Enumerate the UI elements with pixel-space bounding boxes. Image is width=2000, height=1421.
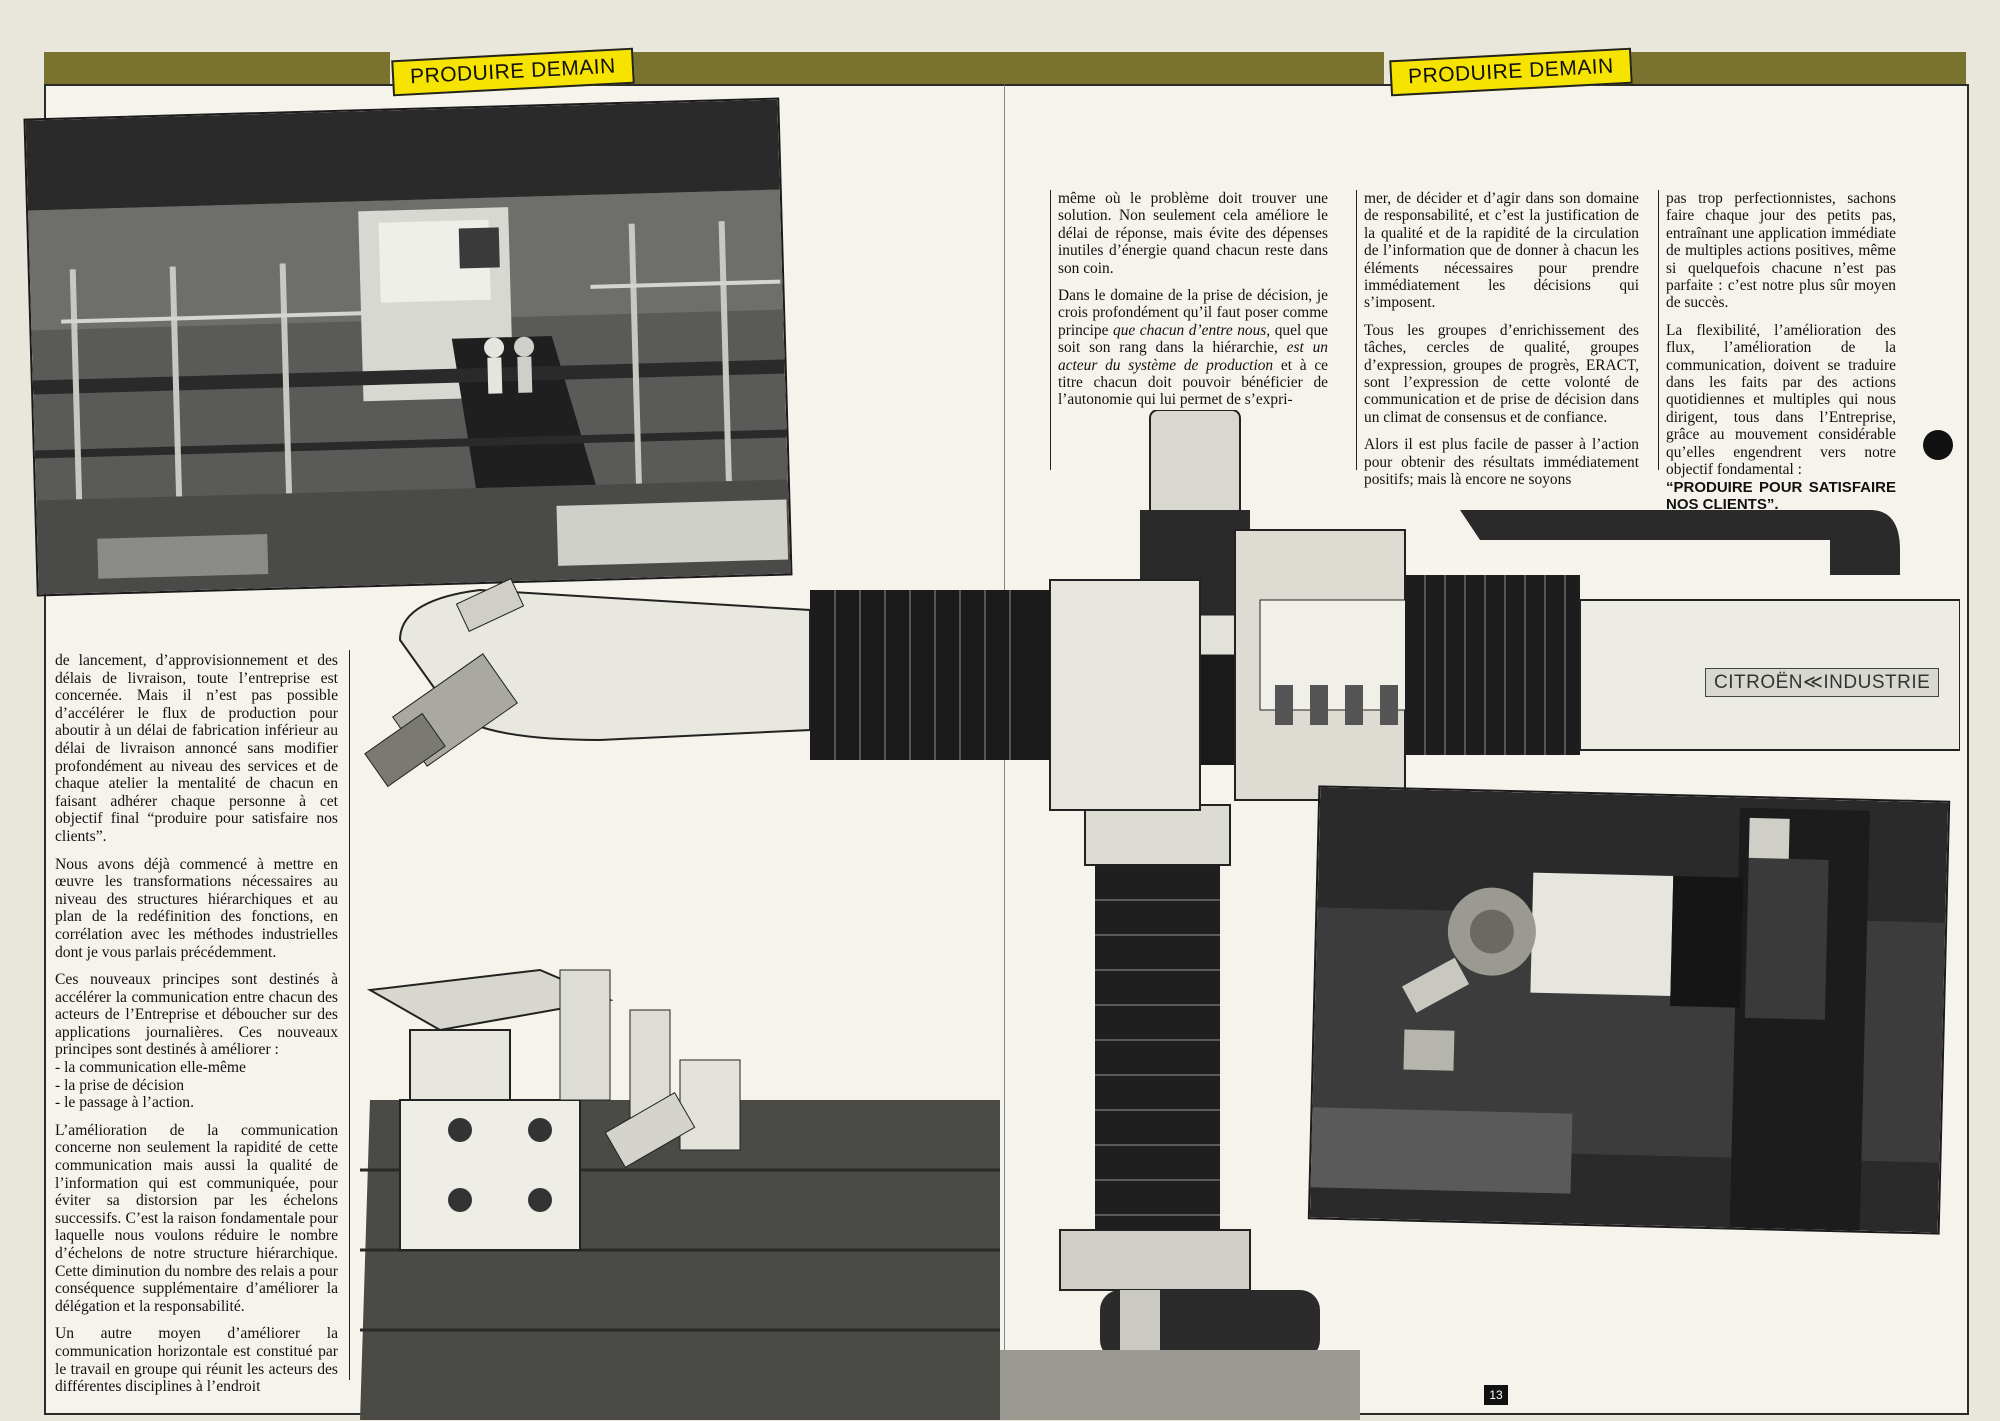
right-col3-paragraph-1: pas trop perfectionnistes, sachons faire chaque jour des petits pas, entraînant une application immédiate de multiples actions positives, même si quelquefois chacune n’est pas parfaite : c’est notre plus sûr moyen de succès. xyxy=(1666,190,1896,312)
list-item: - la prise de décision xyxy=(55,1077,338,1095)
end-mark-dot xyxy=(1923,430,1953,460)
closing-slogan: “PRODUIRE POUR SATISFAIRE NOS CLIENTS”. xyxy=(1666,478,1896,513)
header-band-left-2 xyxy=(626,52,1004,88)
right-col3-paragraph-2: La flexibilité, l’amélioration des flux, l’amélioration de la communication, doivent se traduire dans les faits par des actions quotidiennes et multiples qui nous dirigent, tous dans l’Entreprise, grâce au mouvement considérable qu’elles engendrent vers notre objectif fondamental : xyxy=(1666,321,1896,479)
left-list xyxy=(55,1059,338,1112)
left-column-rule xyxy=(349,650,350,1380)
citroen-industrie-logo: CITROËN≪INDUSTRIE xyxy=(1705,668,1939,697)
right-text-column-3 xyxy=(1666,190,1896,523)
column-rule-3 xyxy=(1658,190,1659,470)
robot-arm-photo-illustration xyxy=(1310,787,1948,1232)
column-rule-1 xyxy=(1050,190,1051,470)
left-text-column xyxy=(55,652,338,1406)
left-paragraph-2: Nous avons déjà commencé à mettre en œuvre les transformations nécessaires au niveau des structures hiérarchiques et au plan de la redéfinition des fonctions, en corrélation avec les méthodes industrielles dont je vous parlais précédemment. xyxy=(55,855,338,961)
right-col2-paragraph-3: Alors il est plus facile de passer à l’action pour obtenir des résultats immédiatement positifs; mais là encore ne soyons xyxy=(1364,436,1639,489)
left-paragraph-1: de lancement, d’approvisionnement et des délais de livraison, toute l’entreprise est concernée. Mais il n’est pas possible d’accélérer le flux de production pour aboutir à un délai de fabrication inférieur au délai de livraison annoncé sans modifier profondément au niveau des services et de chaque atelier la mentalité de chacun en faisant adhérer chaque personne à cet objectif final “produire pour satisfaire nos clients”. xyxy=(55,652,338,845)
section-tag-right: PRODUIRE DEMAIN xyxy=(1389,48,1632,97)
robot-arm-photo xyxy=(1308,785,1950,1234)
header-band-right-2 xyxy=(1614,52,1966,88)
right-text-column-2 xyxy=(1364,190,1639,499)
page-number: 13 xyxy=(1484,1385,1508,1405)
right-col1-paragraph-1: même où le problème doit trouver une solution. Non seulement cela améliore le délai de réponse, mais évite des dépenses inutiles d’énergie quand chacun reste dans son coin. xyxy=(1058,190,1328,277)
right-col2-paragraph-2: Tous les groupes d’enrichissement des tâches, cercles de qualité, groupes d’expression, groupes de progrès, ERACT, sont l’expression de cette volonté de communication et de prise de décision dans un climat de consensus et de confiance. xyxy=(1364,321,1639,426)
right-col2-paragraph-1: mer, de décider et d’agir dans son domaine de responsabilité, et c’est la justification de la qualité et de la rapidité de la circulation de l’information que de donner à chacun les éléments nécessaires pour prendre immédiatement les décisions qui s’imposent. xyxy=(1364,190,1639,312)
list-item: - la communication elle-même xyxy=(55,1059,338,1077)
left-paragraph-4: L’amélioration de la communication concerne non seulement la rapidité de cette communication mais aussi la qualité de l’information qui est communiquée, pour éviter sa distorsion par les échelons successifs. C’est la raison fondamentale pour laquelle nous voulons réduire le nombre d’échelons de notre structure hiérarchique. Cette diminution du nombre des relais a pour conséquence supplémentaire d’améliorer la délégation et la responsabilité. xyxy=(55,1121,338,1315)
section-tag-left: PRODUIRE DEMAIN xyxy=(391,48,634,97)
right-text-column-1 xyxy=(1058,190,1328,419)
list-item: - le passage à l’action. xyxy=(55,1094,338,1112)
header-band-right-1 xyxy=(1004,52,1384,88)
left-paragraph-5: Un autre moyen d’améliorer la communication horizontale est constitué par le travail en groupe qui réunit les acteurs des différentes disciplines à l’endroit xyxy=(55,1325,338,1396)
left-paragraph-3: Ces nouveaux principes sont destinés à accélérer la communication entre chacun des acteurs de l’Entreprise et déboucher sur des applications journalières. Ces nouveaux principes sont destinés à améliorer : xyxy=(55,971,338,1059)
column-rule-2 xyxy=(1356,190,1357,470)
header-band-left-1 xyxy=(44,52,390,88)
right-col1-paragraph-2: Dans le domaine de la prise de décision, je crois profondément qu’il faut poser comme principe que chacun d’entre nous, quel que soit son rang dans la hiérarchie, est un acteur du système de production et à ce titre chacun doit pouvoir bénéficier de l’autonomie qui lui permet de s’expri- xyxy=(1058,287,1328,409)
